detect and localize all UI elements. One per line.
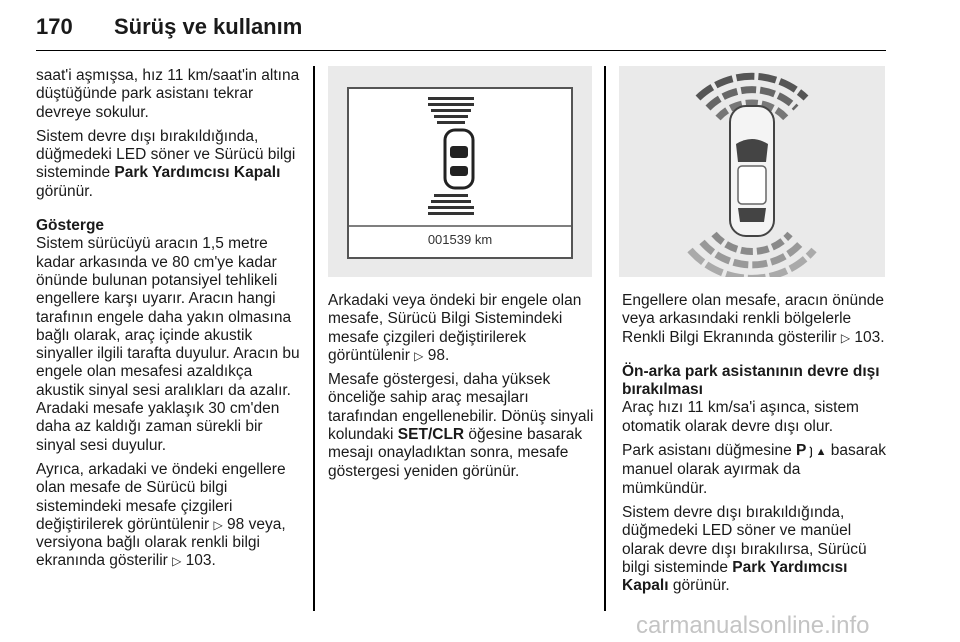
text: . — [444, 346, 450, 364]
paragraph — [622, 504, 886, 595]
text: . — [880, 328, 885, 346]
parking-zones-illustration — [619, 66, 885, 277]
text: Mesafe göstergesi, daha yüksek önceliğe sahip araç mesajları tarafından engellenebilir. Dönüş sinyali kolundaki — [328, 371, 594, 444]
paragraph — [622, 292, 886, 347]
paragraph: Sistem sürücüyü aracın 1,5 metre kadar arkasında ve 80 cm'ye kadar önünde bulunan potansiyel tehlikeli engellere karşı uyarır. Aracın hangi tarafının engele daha yakın olmasına bağlı olarak, araç içinde akustik sinyaller ilgili tarafta duyulur. Aracın bu engele olan mesafesi azaldıkça akustik sinyal sesi aralıkları da azalır. Aradaki mesafe yaklaşık 30 cm'den daha az kaldığı zaman sürekli bir sinyal sesi duyulur. — [36, 235, 300, 454]
right-triangle-icon: ▷ — [172, 554, 182, 569]
bold-text: Park Yardımcısı Kapalı — [622, 558, 848, 595]
car-top-view — [730, 106, 774, 236]
figure-driver-info-display — [328, 66, 592, 277]
section-heading: Gösterge — [36, 217, 105, 235]
text: Park asistanı düğmesine — [622, 442, 797, 460]
page-reference-link[interactable]: 98 — [427, 346, 445, 364]
bold-text: Park Yardımcısı Kapalı — [114, 164, 281, 182]
text: Sistem devre dışı bırakıldığında, düğmedeki LED söner ve manüel olarak devre dışı bırakılırsa, Sürücü bilgi sisteminde — [622, 503, 867, 576]
page-reference-link[interactable]: 103 — [185, 552, 212, 570]
column-divider-right — [604, 66, 606, 611]
right-triangle-icon: ▷ — [414, 348, 424, 363]
figure-colour-info-display — [619, 66, 885, 277]
paragraph — [622, 442, 886, 498]
right-triangle-icon: ▷ — [840, 330, 851, 345]
rear-zone-arcs — [690, 234, 814, 277]
text: . — [211, 552, 216, 570]
page-header — [36, 0, 886, 51]
page-title: Sürüş ve kullanım — [114, 14, 303, 39]
paragraph: Araç hızı 11 km/sa'i aşınca, sistem otomatik olarak devre dışı olur. — [622, 399, 859, 435]
paragraph — [328, 292, 594, 365]
text: Arkadaki veya öndeki bir engele olan mesafe, Sürücü Bilgi Sistemindeki mesafe çizgileri değiştirilerek görüntülenir — [328, 292, 582, 364]
text: basarak manuel olarak ayırmak da mümkündür. — [622, 442, 886, 497]
paragraph — [328, 371, 594, 481]
paragraph — [36, 461, 302, 571]
text: Sistem devre dışı bırakıldığında, düğmedeki LED söner ve Sürücü bilgi sisteminde — [36, 127, 296, 182]
text: veya, versiyona bağlı olarak renkli bilgi ekranında gösterilir — [36, 515, 286, 570]
paragraph: saat'i aşmışsa, hız 11 km/saat'in altına düştüğünde park asistanı tekrar devreye sokulur. — [36, 67, 300, 121]
page-reference-link[interactable]: 98 — [227, 515, 245, 533]
paragraph — [36, 128, 302, 201]
section-heading: Ön-arka park asistanının devre dışı bırakılması — [622, 362, 880, 399]
text: Engellere olan mesafe, aracın önünde veya arkasındaki renkli bölgelerle Renkli Bilgi Ekranında gösterilir — [622, 292, 884, 346]
column-divider-left — [313, 66, 315, 611]
bold-text: SET/CLR — [397, 426, 465, 444]
column-3 — [622, 292, 886, 601]
column-2 — [328, 292, 594, 487]
page-reference-link[interactable]: 103 — [854, 328, 881, 346]
text: öğesine basarak mesajı onayladıktan sonra, mesafe göstergesi yeniden görünür. — [328, 426, 583, 480]
right-triangle-icon: ▷ — [213, 517, 223, 532]
text: Ayrıca, arkadaki ve öndeki engellere olan mesafe de Sürücü bilgi sistemindeki mesafe çizgileri değiştirilerek görüntülenir — [36, 460, 286, 533]
page-number: 170 — [36, 14, 73, 39]
column-1 — [36, 67, 302, 577]
text: görünür. — [668, 577, 730, 595]
watermark: carmanualsonline.info — [636, 612, 870, 639]
odometer-readout: 001539 km — [427, 232, 493, 247]
car-top-view — [445, 130, 473, 188]
park-assist-icon[interactable]: P❳▲ — [796, 442, 827, 460]
text: görünür. — [36, 182, 93, 200]
